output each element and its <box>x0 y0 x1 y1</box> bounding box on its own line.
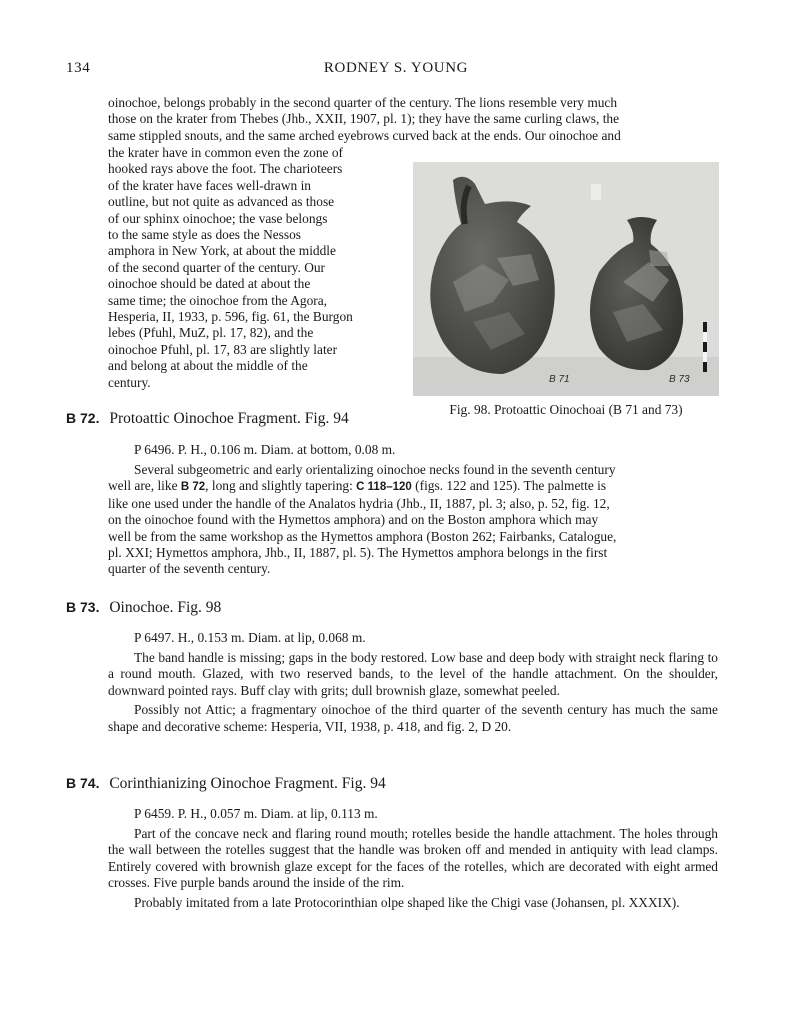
intro-paragraph-top <box>108 95 719 144</box>
vase-photo-illustration <box>413 162 719 396</box>
entry-meta: P 6459. P. H., 0.057 m. Diam. at lip, 0.113 m. <box>134 806 378 821</box>
text-line: Hesperia, II, 1933, p. 596, fig. 61, the Burgon <box>108 309 353 325</box>
running-title: RODNEY S. YOUNG <box>323 60 469 76</box>
figure-caption: Fig. 98. Protoattic Oinochoai (B 71 and 73) <box>449 402 683 417</box>
text-line: well be from the same workshop as the Hymettos amphora (Boston 262; Fairbanks, Catalogue, <box>108 528 617 544</box>
vase-label-b71: B 71 <box>549 374 570 385</box>
text-line: and belong at about the middle of the <box>108 358 308 374</box>
page-number: 134 <box>66 60 91 76</box>
text-line: well are, like B 72, long and slightly tapering: C 118–120 (figs. 122 and 125). The palmette is <box>108 478 607 494</box>
entry-heading-b74 <box>66 775 386 792</box>
text-line: oinochoe should be dated at about the <box>108 276 311 292</box>
entry-meta: P 6496. P. H., 0.106 m. Diam. at bottom, 0.08 m. <box>134 442 396 457</box>
paragraph: Part of the concave neck and flaring round mouth; rotelles beside the handle attachment. The holes through the wall between the rotelles suggest that the handle was broken off and mended in antiquity with lead clamps. Entirely covered with brownish glaze except for the faces of the rotelles, which are decorated with eight armed crosses. Five purple bands around the inside of the rim. <box>108 826 718 891</box>
entry-meta: P 6497. H., 0.153 m. Diam. at lip, 0.068 m. <box>134 630 366 645</box>
text-line: same stippled snouts, and the same arched eyebrows curved back at the ends. Our oinochoe and <box>108 127 621 143</box>
entry-number: B 72. <box>66 410 100 426</box>
catalogue-ref: B 72 <box>180 481 206 494</box>
intro-paragraph-narrow <box>108 145 385 391</box>
entry-heading-b73 <box>66 599 221 616</box>
text-line: on the oinochoe found with the Hymettos amphora) and on the Boston amphora which may <box>108 512 599 528</box>
text-line: outline, but not quite as advanced as those <box>108 194 335 210</box>
paragraph: The band handle is missing; gaps in the body restored. Low base and deep body with straight neck flaring to a round mouth. Glazed, with two reserved bands, to the level of the handle attachment. On the shoulder, downward pointed rays. Buff clay with grits; dull brownish glaze, somewhat peeled. <box>108 650 718 698</box>
text-line: same time; the oinochoe from the Agora, <box>108 292 328 308</box>
text-line: to the same style as does the Nessos <box>108 227 302 243</box>
paragraph: Probably imitated from a late Protocorinthian olpe shaped like the Chigi vase (Johansen, pl. XXXIX). <box>134 894 680 910</box>
figure-photo-oinochoai <box>413 162 719 396</box>
vase-label-b73: B 73 <box>669 374 690 385</box>
text-line: quarter of the seventh century. <box>108 561 271 577</box>
text-line: century. <box>108 374 151 390</box>
paragraph: Possibly not Attic; a fragmentary oinochoe of the third quarter of the seventh century has much the same shape and decorative scheme: Hesperia, VII, 1938, p. 418, and fig. 2, D 20. <box>108 702 718 734</box>
entry-paragraph-b74 <box>108 826 718 911</box>
entry-number: B 74. <box>66 775 100 791</box>
text-line: those on the krater from Thebes (Jhb., XXII, 1907, pl. 1); they have the same curling claws, the <box>108 111 620 127</box>
text-line: lebes (Pfuhl, MuZ, pl. 17, 82), and the <box>108 325 314 341</box>
entry-title: Oinochoe. Fig. 98 <box>109 599 222 616</box>
text-line: oinochoe Pfuhl, pl. 17, 83 are slightly later <box>108 341 338 357</box>
running-header <box>66 60 726 80</box>
text-line: Several subgeometric and early orientalizing oinochoe necks found in the seventh century <box>134 462 616 477</box>
entry-title: Protoattic Oinochoe Fragment. Fig. 94 <box>109 410 349 427</box>
text-line: of our sphinx oinochoe; the vase belongs <box>108 210 328 226</box>
entry-heading-b72 <box>66 410 349 427</box>
text-line: like one used under the handle of the Analatos hydria (Jhb., II, 1887, pl. 3; also, p. 52, fig. 12, <box>108 495 610 511</box>
entry-title: Corinthianizing Oinochoe Fragment. Fig. 94 <box>109 775 386 792</box>
text-line: the krater have in common even the zone of <box>108 145 343 160</box>
catalogue-ref: C 118–120 <box>356 481 412 494</box>
text-line: oinochoe, belongs probably in the second quarter of the century. The lions resemble very much <box>108 95 618 110</box>
text-line: of the second quarter of the century. Our <box>108 259 326 275</box>
entry-number: B 73. <box>66 599 100 615</box>
text-line: hooked rays above the foot. The charioteers <box>108 161 343 177</box>
text-line: amphora in New York, at about the middle <box>108 243 336 259</box>
entry-paragraph-b73 <box>108 650 718 735</box>
entry-paragraph-b72 <box>108 462 718 578</box>
text-line: of the krater have faces well-drawn in <box>108 177 311 193</box>
text-line: pl. XXI; Hymettos amphora, Jhb., II, 1887, pl. 5). The Hymettos amphora belongs in the first <box>108 545 608 561</box>
